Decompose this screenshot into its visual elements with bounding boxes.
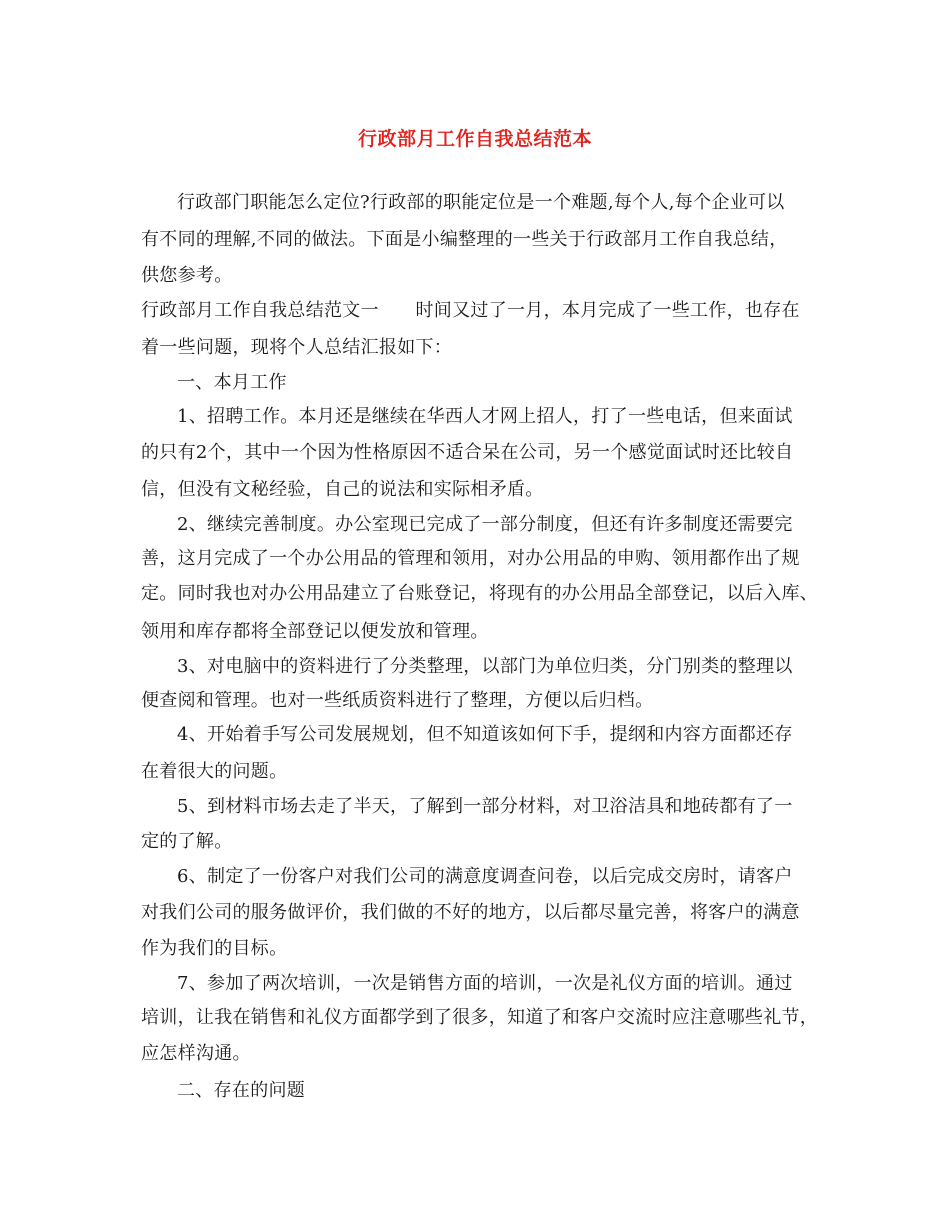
- paragraph-line: 作为我们的目标。: [141, 938, 288, 959]
- paragraph-line: 定。同时我也对办公用品建立了台账登记，将现有的办公用品全部登记，以后入库、: [141, 583, 819, 604]
- paragraph-line: 行政部月工作自我总结范文一 时间又过了一月，本月完成了一些工作，也存在: [141, 300, 800, 321]
- paragraph-line: 供您参考。: [141, 265, 233, 286]
- paragraph-line: 3、对电脑中的资料进行了分类整理，以部门为单位归类，分门别类的整理以: [177, 656, 793, 677]
- paragraph-line: 有不同的理解,不同的做法。下面是小编整理的一些关于行政部月工作自我总结，: [141, 229, 788, 250]
- paragraph-line: 便查阅和管理。也对一些纸质资料进行了整理，方便以后归档。: [141, 690, 654, 711]
- paragraph-line: 2、继续完善制度。办公室现已完成了一部分制度，但还有许多制度还需要完: [177, 514, 793, 535]
- paragraph-line: 行政部门职能怎么定位?行政部的职能定位是一个难题,每个人,每个企业可以: [177, 192, 785, 213]
- paragraph-line: 的只有2个，其中一个因为性格原因不适合呆在公司，另一个感觉面试时还比较自: [141, 442, 794, 463]
- paragraph-line: 5、到材料市场去走了半天，了解到一部分材料，对卫浴洁具和地砖都有了一: [177, 796, 793, 817]
- paragraph-line: 4、开始着手写公司发展规划，但不知道该如何下手，提纲和内容方面都还存: [177, 724, 793, 745]
- paragraph-line: 善，这月完成了一个办公用品的管理和领用，对办公用品的申购、领用都作出了规: [141, 548, 800, 569]
- paragraph-line: 对我们公司的服务做评价，我们做的不好的地方，以后都尽量完善，将客户的满意: [141, 902, 800, 923]
- paragraph-line: 6、制定了一份客户对我们公司的满意度调查问卷，以后完成交房时，请客户: [177, 866, 793, 887]
- paragraph-line: 领用和库存都将全部登记以便发放和管理。: [141, 621, 489, 642]
- paragraph-line: 培训，让我在销售和礼仪方面都学到了很多，知道了和客户交流时应注意哪些礼节，: [141, 1007, 819, 1028]
- paragraph-line: 应怎样沟通。: [141, 1043, 251, 1064]
- section-heading: 二、存在的问题: [177, 1080, 306, 1101]
- paragraph-line: 信，但没有文秘经验，自己的说法和实际相矛盾。: [141, 479, 544, 500]
- paragraph-line: 定的了解。: [141, 831, 233, 852]
- document-title: 行政部月工作自我总结范本: [357, 128, 592, 150]
- section-heading: 一、本月工作: [177, 372, 287, 393]
- paragraph-line: 1、招聘工作。本月还是继续在华西人才网上招人，打了一些电话，但来面试: [177, 406, 793, 427]
- paragraph-line: 7、参加了两次培训，一次是销售方面的培训，一次是礼仪方面的培训。通过: [177, 973, 793, 994]
- paragraph-line: 在着很大的问题。: [141, 761, 288, 782]
- paragraph-line: 着一些问题，现将个人总结汇报如下：: [141, 337, 453, 358]
